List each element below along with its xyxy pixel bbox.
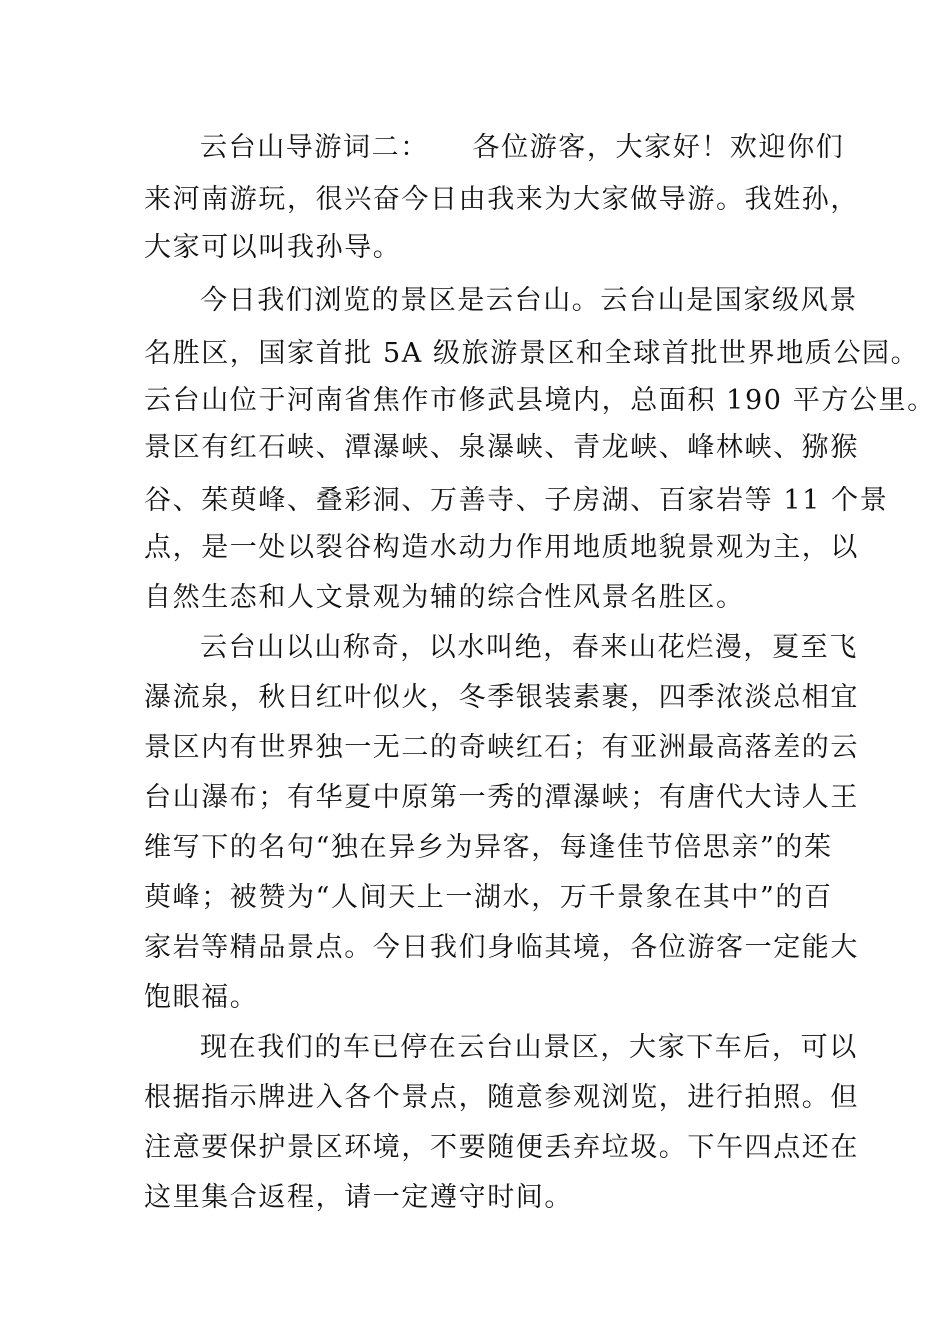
paragraph-1-line-1: 云台山导游词二： 各位游客，大家好！欢迎你们 [200,132,845,163]
paragraph-3-line-2: 瀑流泉，秋日红叶似火，冬季银装素裹，四季浓淡总相宜 [144,682,859,713]
paragraph-1-line-3: 大家可以叫我孙导。 [144,232,402,263]
paragraph-3-line-7: 家岩等精品景点。今日我们身临其境，各位游客一定能大 [144,932,859,963]
paragraph-2-line-1: 今日我们浏览的景区是云台山。云台山是国家级风景 [200,285,858,316]
paragraph-3-line-8: 饱眼福。 [144,982,259,1013]
paragraph-4-line-2: 根据指示牌进入各个景点，随意参观浏览，进行拍照。但 [144,1082,859,1113]
paragraph-1-line-2: 来河南游玩，很兴奋今日由我来为大家做导游。我姓孙， [144,184,859,215]
paragraph-3-line-4: 台山瀑布；有华夏中原第一秀的潭瀑峡；有唐代大诗人王 [144,782,859,813]
paragraph-2-line-5: 谷、茱萸峰、叠彩洞、万善寺、子房湖、百家岩等 11 个景 [144,485,889,516]
paragraph-3-line-1: 云台山以山称奇，以水叫绝，春来山花烂漫，夏至飞 [200,632,858,663]
paragraph-3-line-3: 景区内有世界独一无二的奇峡红石；有亚洲最高落差的云 [144,732,859,763]
paragraph-2-line-3: 云台山位于河南省焦作市修武县境内，总面积 190 平方公里。 [144,385,936,416]
paragraph-2-line-6: 点，是一处以裂谷构造水动力作用地质地貌景观为主，以 [144,532,859,563]
paragraph-2-line-2: 名胜区，国家首批 5A 级旅游景区和全球首批世界地质公园。 [144,338,920,369]
paragraph-4-line-3: 注意要保护景区环境，不要随便丢弃垃圾。下午四点还在 [144,1132,859,1163]
paragraph-3-line-6: 萸峰；被赞为“人间天上一湖水，万千景象在其中”的百 [144,882,833,913]
paragraph-2-line-4: 景区有红石峡、潭瀑峡、泉瀑峡、青龙峡、峰林峡、猕猴 [144,432,859,463]
paragraph-2-line-7: 自然生态和人文景观为辅的综合性风景名胜区。 [144,582,745,613]
paragraph-3-line-5: 维写下的名句“独在异乡为异客，每逢佳节倍思亲”的茱 [144,832,833,863]
paragraph-4-line-4: 这里集合返程，请一定遵守时间。 [144,1182,573,1213]
paragraph-4-line-1: 现在我们的车已停在云台山景区，大家下车后，可以 [200,1032,858,1063]
